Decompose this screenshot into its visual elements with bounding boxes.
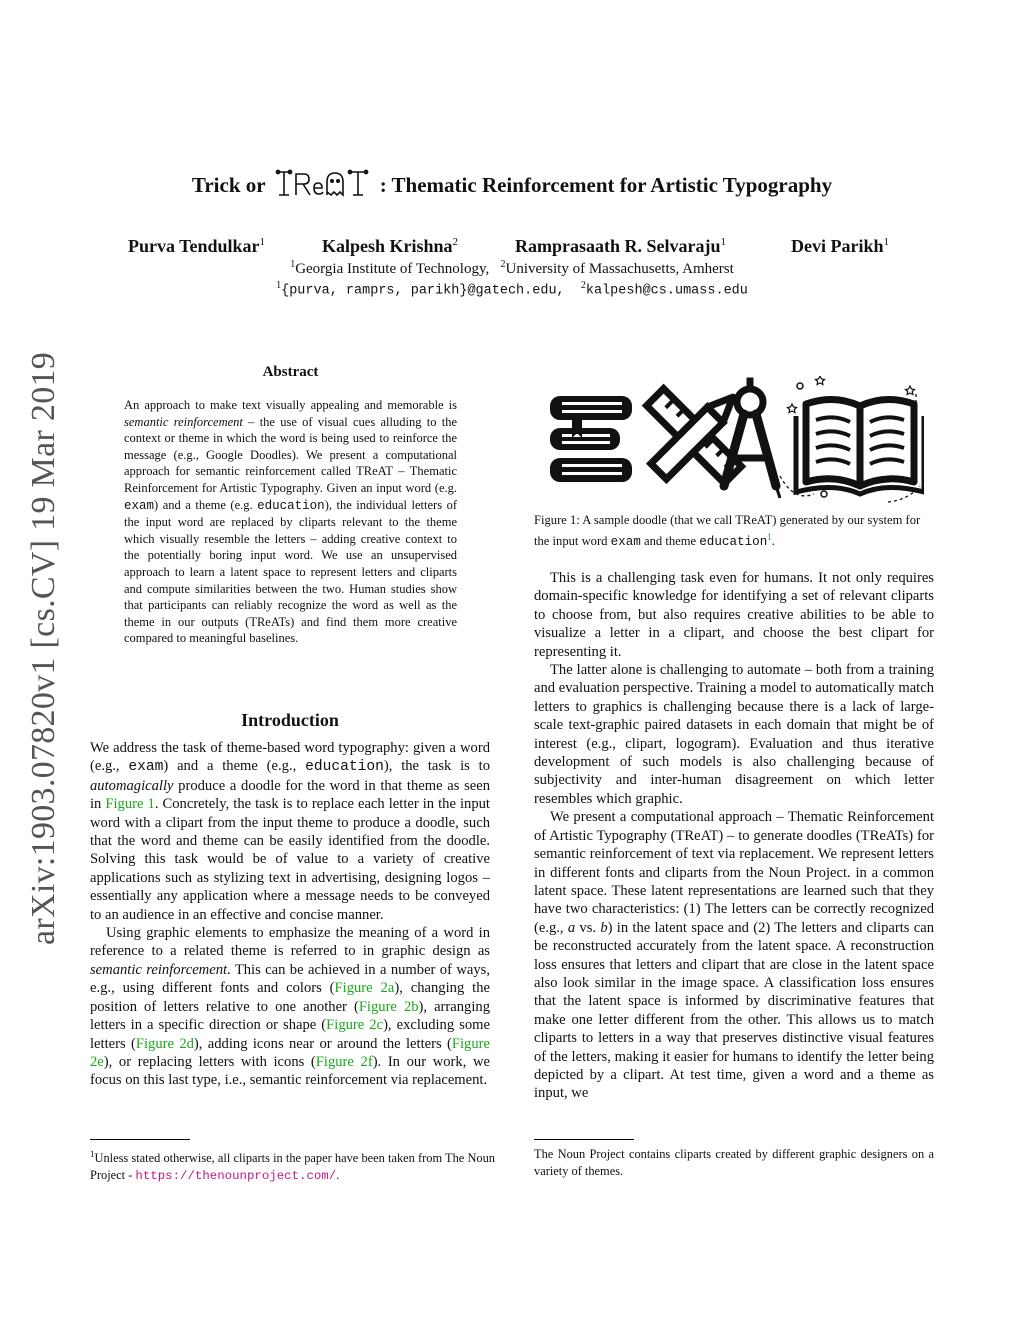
- right-paragraph-3: We present a computational approach – Thematic Reinforcement of Artistic Typography (TReAT) – to generate doodles (TReATs) for semantic reinforcement of text via replacement. We represent letters in different fonts and cliparts from the Noun Project. in a common latent space. These latent representations are learned such that they have two characteristics: (1) The letters can be correctly recognized (e.g., a vs. b) in the latent space and (2) The letters and cliparts can be reconstructed accurately from the latent space. A reconstruction loss ensures that letters and clipart that are close in the latent space also look similar in the image space. A classification loss ensures that the latent space is informed by discriminative features that make one letter different from the other. This allows us to match cliparts to letters in a way that preserves distinctive visual features of the letters, making it easier for humans to identify the letter being depicted by a clipart. At test time, given a word and a theme as input, we: [534, 809, 934, 1102]
- arxiv-stamp: [20, 345, 60, 945]
- figure-2e-link[interactable]: Figure 2e: [90, 1035, 490, 1070]
- figure-2b-link[interactable]: Figure 2b: [358, 998, 419, 1015]
- author-1: Purva Tendulkar$^1$: [128, 236, 266, 256]
- figure-1-doodle: [544, 376, 924, 506]
- footnote-1-ref[interactable]: 1: [767, 531, 772, 542]
- exam-doodle-icon: [544, 376, 924, 506]
- footnote-divider-right: [534, 1139, 634, 1140]
- intro-paragraph-1: We address the task of theme-based word typography: given a word (e.g., exam) and a theme (e.g., education), the task is to automagically produce a doodle for the word in that theme as seen in Figure 1. Concretely, the task is to replace each letter in the input word with a clipart from the input theme to produce a doodle, such that the word and theme can be easily identified from the doodle. Solving this task would be of value to a variety of creative applications such as stylizing text in advertising, designing logos – essentially any application where a message needs to be conveyed to an audience in an effective and concise manner.: [90, 740, 491, 923]
- treat-logo-graphic: [270, 168, 374, 198]
- author-2: Kalpesh Krishna$^2$: [322, 236, 459, 256]
- right-paragraph-2: The latter alone is challenging to automate – both from a training and evaluation perspective. Training a model to automatically match letters to graphics is challenging because there is a lack of large-scale text-graphic paired datasets in each domain that might be of interest (e.g., clipart, logogram). Evaluation and thus iterative development of such models is also challenging because of subjectivity and inter-human disagreement on which letter resembles which graphic.: [534, 662, 935, 807]
- abstract-body: An approach to make text visually appealing and memorable is semantic reinforcement – the use of visual cues alluding to the context or theme in which the word is being used to reinforce the message (e.g., Google Doodles). We present a computational approach for semantic reinforcement called TReAT – Thematic Reinforcement for Artistic Typography. Given an input word (e.g. exam) and a theme (e.g. education), the individual letters of the input word are replaced by cliparts relevant to the theme which visually resemble the letters – adding creative context to the potentially boring input word. We use an unsupervised approach to learn a latent space to represent letters and cliparts and compute similarities between the two. Human studies show that participants can reliably recognize the word as well as the theme in our outputs (TReATs) and find them more creative compared to meaningful baselines.: [124, 398, 458, 646]
- intro-column: [90, 739, 490, 1090]
- open-book-icon: [780, 376, 924, 502]
- figure-2a-link[interactable]: Figure 2a: [334, 980, 395, 997]
- paper-title: [0, 168, 1024, 198]
- figure-1-link[interactable]: Figure 1: [105, 796, 155, 813]
- footnote-divider: [90, 1139, 190, 1140]
- intro-heading: Introduction: [241, 710, 339, 730]
- footnote-2: The Noun Project contains cliparts created by different graphic designers on a variety of themes.: [534, 1147, 934, 1178]
- author-list: [90, 236, 930, 260]
- title-prefix: Trick or: [191, 173, 266, 197]
- figure-1-caption: Figure 1: A sample doodle (that we call TReAT) generated by our system for the input word exam and theme education$^1$.: [534, 513, 921, 549]
- treat-logo-icon: [270, 168, 374, 198]
- right-paragraph-1: This is a challenging task even for humans. It not only requires domain-specific knowledge for identifying a set of relevant cliparts to choose from, but also requires creative abilities to be able to visualize a letter in a clipart, and choose the best clipart for representing it.: [534, 570, 934, 660]
- affiliations: $^1$Georgia Institute of Technology, $^2$University of Massachusetts, Amherst: [290, 259, 734, 277]
- email-addresses: $^1${purva, ramprs, parikh}@gatech.edu, $^2$kalpesh@cs.umass.edu: [276, 280, 748, 299]
- author-3: Ramprasaath R. Selvaraju$^1$: [515, 236, 726, 256]
- arxiv-id: arXiv:1903.07820v1 [cs.CV] 19 Mar 2019: [25, 351, 62, 945]
- books-stack-icon: [550, 396, 632, 482]
- intro-paragraph-2: Using graphic elements to emphasize the meaning of a word in reference to a related theme is referred to in graphic design as semantic reinforcement. This can be achieved in a number of ways, e.g., using different fonts and colors (Figure 2a), changing the position of letters relative to one another (Figure 2b), arranging letters in a specific direction or shape (Figure 2c), excluding some letters (Figure 2d), adding icons near or around the letters (Figure 2e), or replacing letters with icons (Figure 2f). In our work, we focus on this last type, i.e., semantic reinforcement via replacement.: [90, 925, 490, 1089]
- figure-2f-link[interactable]: Figure 2f: [315, 1053, 373, 1070]
- abstract-heading: Abstract: [262, 364, 319, 380]
- footnote-1: $^1$Unless stated otherwise, all cliparts in the paper have been taken from The Noun Project - https://thenounproject.com/.: [90, 1149, 495, 1183]
- figure-2d-link[interactable]: Figure 2d: [135, 1035, 194, 1052]
- noun-project-link[interactable]: https://thenounproject.com/: [135, 1168, 337, 1183]
- author-4: Devi Parikh$^1$: [791, 236, 889, 256]
- figure-2c-link[interactable]: Figure 2c: [326, 1017, 384, 1034]
- title-suffix: : Thematic Reinforcement for Artistic Typography: [379, 173, 833, 197]
- right-column: [534, 569, 934, 1103]
